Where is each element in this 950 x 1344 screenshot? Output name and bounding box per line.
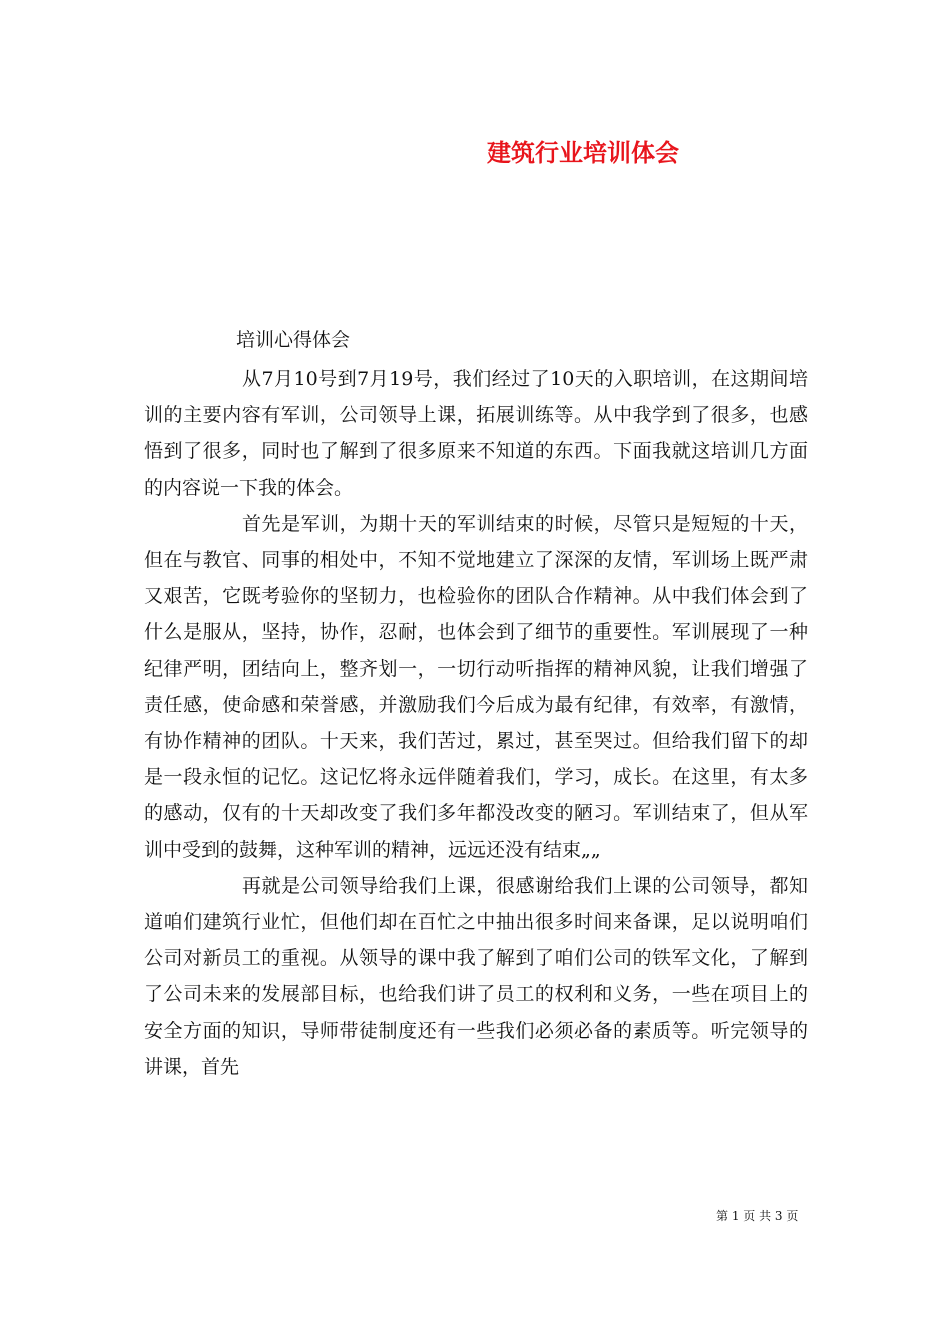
page-title: 建筑行业培训体会 [487, 138, 679, 167]
document-subtitle: 培训心得体会 [236, 329, 351, 351]
page-number: 第 1 页 共 3 页 [716, 1209, 799, 1223]
document-body [144, 361, 808, 1085]
paragraph: 首先是军训，为期十天的军训结束的时候，尽管只是短短的十天，但在与教官、同事的相处中，不知不觉地建立了深深的友情，军训场上既严肃又艰苦，它既考验你的坚韧力，也检验你的团队合作精神。从中我们体会到了什么是服从，坚持，协作，忍耐，也体会到了细节的重要性。军训展现了一种纪律严明，团结向上，整齐划一，一切行动听指挥的精神风貌，让我们增强了责任感，使命感和荣誉感，并激励我们今后成为最有纪律，有效率，有激情，有协作精神的团队。十天来，我们苦过，累过，甚至哭过。但给我们留下的却是一段永恒的记忆。这记忆将永远伴随着我们，学习，成长。在这里，有太多的感动，仅有的十天却改变了我们多年都没改变的陋习。军训结束了，但从军训中受到的鼓舞，这种军训的精神，远远还没有结束„„ [144, 512, 808, 861]
paragraph: 再就是公司领导给我们上课，很感谢给我们上课的公司领导，都知道咱们建筑行业忙，但他们却在百忙之中抽出很多时间来备课，足以说明咱们公司对新员工的重视。从领导的课中我了解到了咱们公司的铁军文化，了解到了公司未来的发展部目标，也给我们讲了员工的权利和义务，一些在项目上的安全方面的知识，导师带徒制度还有一些我们必须必备的素质等。听完领导的讲课，首先 [144, 874, 808, 1078]
paragraph: 从7月10号到7月19号，我们经过了10天的入职培训，在这期间培训的主要内容有军训，公司领导上课，拓展训练等。从中我学到了很多，也感悟到了很多，同时也了解到了很多原来不知道的东西。下面我就这培训几方面的内容说一下我的体会。 [144, 368, 808, 499]
